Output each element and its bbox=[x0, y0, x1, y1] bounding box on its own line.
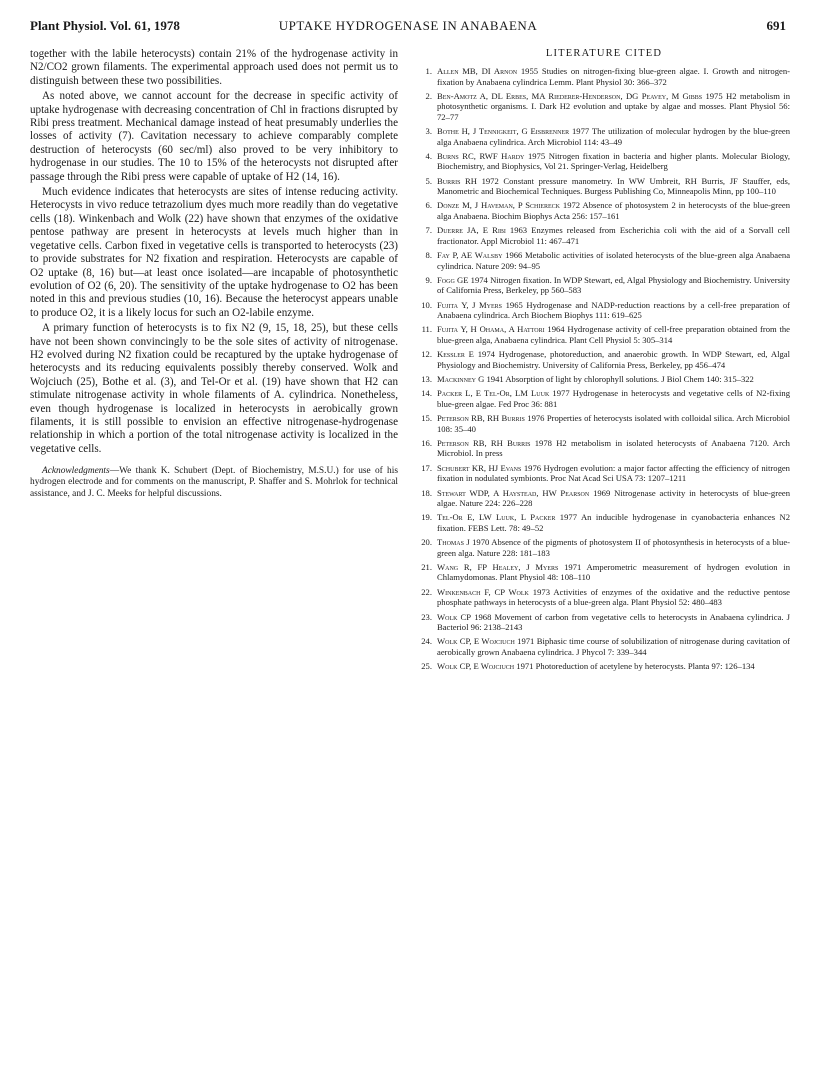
reference-text bbox=[437, 438, 790, 459]
reference-item bbox=[418, 488, 790, 509]
reference-details: 1968 Movement of carbon from vegetative cells to heterocysts in Anabaena cylindrica. J Bacteriol 96: 2138–2143 bbox=[437, 611, 790, 633]
reference-item bbox=[418, 388, 790, 409]
reference-item bbox=[418, 176, 790, 197]
reference-authors: Ben-Amotz A, DL Erbes, MA Riederer-Henderson, DG Peavey, M Gibbs bbox=[437, 90, 703, 101]
reference-item bbox=[418, 463, 790, 484]
reference-details: 1977 Hydrogenase in heterocysts and vegetative cells of N2-fixing blue-green algae. Fed Proc 36: 881 bbox=[437, 388, 790, 409]
reference-text bbox=[437, 176, 790, 197]
reference-text bbox=[437, 126, 790, 147]
reference-item bbox=[418, 562, 790, 583]
journal-citation: Plant Physiol. Vol. 61, 1978 bbox=[30, 18, 180, 33]
reference-authors: Kessler E bbox=[437, 349, 474, 360]
reference-details: 1978 H2 metabolism in isolated heterocysts of Anabaena 7120. Arch Microbiol. In press bbox=[437, 437, 790, 459]
reference-details: 1971 Biphasic time course of solubilization of nitrogenase during cavitation of aerobically grown Anabaena cylindrica. J Phycol 7: 339–344 bbox=[437, 636, 790, 657]
acknowledgments-text: —We thank K. Schubert (Dept. of Biochemistry, M.S.U.) for use of his hydrogen electrode and for comments on the manuscript, P. Shaffer and S. Mohrlok for technical assistance, and J. C. Meeks for helpful discussions. bbox=[30, 466, 398, 499]
reference-authors: Wolk CP, E Wojciuch bbox=[437, 636, 515, 647]
reference-number: 14. bbox=[421, 388, 432, 399]
reference-authors: Packer L, E Tel-Or, LM Luuk bbox=[437, 388, 550, 399]
reference-number: 12. bbox=[421, 349, 432, 360]
reference-number: 20. bbox=[421, 537, 432, 548]
reference-authors: Wang R, FP Healey, J Myers bbox=[437, 561, 559, 572]
reference-text bbox=[437, 537, 790, 558]
reference-authors: Burris RH bbox=[437, 175, 477, 186]
reference-item bbox=[418, 587, 790, 608]
reference-number: 17. bbox=[421, 462, 432, 473]
reference-text bbox=[437, 225, 790, 246]
reference-details: 1963 Enzymes released from Escherichia coli with the aid of a Sorvall cell fractionator. Appl Microbiol 11: 467–471 bbox=[437, 225, 790, 246]
reference-text bbox=[437, 413, 790, 434]
body-text-column bbox=[30, 48, 398, 500]
reference-number: 5. bbox=[425, 175, 432, 186]
reference-text bbox=[437, 388, 790, 409]
reference-number: 1. bbox=[425, 66, 432, 76]
reference-details: 1973 Activities of enzymes of the oxidative and the reductive pentose phosphate pathways in heterocysts of a blue-green alga. Plant Physiol 52: 480–483 bbox=[437, 586, 791, 608]
references-column bbox=[418, 48, 790, 675]
reference-text bbox=[437, 151, 790, 172]
reference-item bbox=[418, 612, 790, 633]
body-paragraph: Much evidence indicates that heterocysts are sites of intense reducing activity. Heterocysts in vivo reduce tetrazolium dyes much more readily than do vegetative cells (18). Winkenbach and Wolk (22) have shown that enzymes of the oxidative pentose pathway are present in heterocysts at levels much higher than in vegetative cells. Carbon fixed in vegetative cells is transported to heterocysts (23) to provide substrates for N2 fixation and respiration. Heterocysts are capable of O2 uptake (8, 16) but—at least once isolated—are incapable of photosynthetic evolution of O2 (6, 20). The sensitivity of the uptake hydrogenase to O2 has been noted in this and previous studies (10, 16). Because the heterocyst appears unable to produce O2, it is a likely locus for such an O2-labile enzyme. bbox=[30, 186, 398, 319]
reference-text bbox=[437, 512, 790, 533]
acknowledgments-label: Acknowledgments bbox=[42, 466, 110, 477]
reference-item bbox=[418, 250, 790, 271]
reference-authors: Peterson RB, RH Burris bbox=[437, 413, 525, 424]
reference-item bbox=[418, 275, 790, 296]
reference-authors: Donze M, J Haveman, P Schiereck bbox=[437, 200, 561, 211]
reference-number: 2. bbox=[425, 90, 432, 101]
reference-item bbox=[418, 438, 790, 459]
reference-text bbox=[437, 300, 790, 321]
reference-number: 18. bbox=[421, 487, 432, 498]
reference-number: 15. bbox=[421, 413, 432, 424]
reference-number: 10. bbox=[421, 299, 432, 310]
reference-number: 21. bbox=[421, 561, 432, 572]
reference-number: 24. bbox=[421, 636, 432, 647]
reference-details: 1969 Nitrogenase activity in heterocysts of blue-green algae. Nature 224: 226–228 bbox=[437, 487, 790, 509]
reference-text bbox=[437, 636, 790, 657]
reference-details: 1976 Properties of heterocysts isolated with colloidal silica. Arch Microbiol 108: 35–40 bbox=[437, 413, 790, 434]
reference-item bbox=[418, 225, 790, 246]
reference-authors: Duerre JA, E Ribi bbox=[437, 225, 506, 236]
reference-item bbox=[418, 126, 790, 147]
reference-authors: Schubert KR, HJ Evans bbox=[437, 462, 522, 473]
reference-details: 1965 Hydrogenase and NADP-reduction reactions by a cell-free preparation of Anabaena cylindrica. Arch Biochem Biophys 111: 619–625 bbox=[437, 299, 790, 321]
reference-details: 1974 Hydrogenase, photoreduction, and anaerobic growth. In WDP Stewart, ed, Algal Physiology and Biochemistry. University of California Press, Berkeley, pp 456–474 bbox=[437, 349, 790, 370]
reference-text bbox=[437, 250, 790, 271]
reference-authors: Mackinney G bbox=[437, 374, 485, 385]
reference-list bbox=[418, 66, 790, 672]
reference-authors: Allen MB, DI Arnon bbox=[437, 66, 518, 76]
reference-details: 1972 Constant pressure manometry. In WW Umbreit, RH Burris, JF Stauffer, eds, Manometric and Biochemical Techniques. Burgess Publishing Co, Minneapolis Minn, pp 100–110 bbox=[437, 175, 790, 197]
reference-details: 1977 An inducible hydrogenase in cyanobacteria enhances N2 fixation. FEBS Lett. 78: 49–52 bbox=[437, 512, 790, 533]
reference-text bbox=[437, 587, 790, 608]
reference-authors: Fujita Y, J Myers bbox=[437, 299, 503, 310]
reference-details: 1964 Hydrogenase activity of cell-free preparation obtained from the blue-green alga, Anabaena cylindrica. Plant Cell Physiol 5: 305–314 bbox=[437, 324, 790, 345]
reference-item bbox=[418, 200, 790, 221]
reference-text bbox=[437, 275, 790, 296]
reference-text bbox=[437, 562, 790, 583]
reference-authors: Winkenbach F, CP Wolk bbox=[437, 586, 529, 597]
reference-details: 1971 Photoreduction of acetylene by heterocysts. Planta 97: 126–134 bbox=[514, 661, 755, 672]
reference-item bbox=[418, 66, 790, 87]
reference-item bbox=[418, 91, 790, 123]
reference-authors: Fay P, AE Walsby bbox=[437, 250, 503, 261]
reference-item bbox=[418, 636, 790, 657]
reference-details: 1975 H2 metabolism in photosynthetic organisms. I. Dark H2 evolution and uptake by algae and mosses. Plant Physiol 56: 72–77 bbox=[437, 90, 790, 122]
reference-details: 1972 Absence of photosystem 2 in heterocysts of the blue-green alga Anabaena. Biochim Biophys Acta 256: 157–161 bbox=[437, 200, 790, 221]
references-heading: LITERATURE CITED bbox=[545, 48, 663, 59]
reference-details: 1955 Studies on nitrogen-fixing blue-green algae. I. Growth and nitrogen-fixation by Anabaena cylindrica Lemm. Plant Physiol 30: 366–372 bbox=[437, 66, 790, 87]
reference-details: 1971 Amperometric measurement of hydrogen evolution in Chlamydomonas. Plant Physiol 48: 108–110 bbox=[437, 561, 790, 583]
reference-details: 1970 Absence of the pigments of photosystem II of photosynthesis in heterocysts of a blue-green alga. Nature 228: 181–183 bbox=[437, 537, 790, 558]
reference-text bbox=[437, 324, 790, 345]
reference-authors: Burns RC, RWF Hardy bbox=[437, 150, 525, 161]
running-title: UPTAKE HYDROGENASE IN ANABAENA bbox=[278, 18, 538, 33]
reference-authors: Peterson RB, RH Burris bbox=[437, 437, 531, 448]
reference-number: 22. bbox=[421, 586, 432, 597]
reference-item bbox=[418, 349, 790, 370]
reference-details: 1976 Hydrogen evolution: a major factor affecting the efficiency of nitrogen fixation in nodulated symbionts. Proc Nat Acad Sci USA 73: 1207–1211 bbox=[437, 462, 790, 484]
body-paragraph: As noted above, we cannot account for the decrease in specific activity of uptake hydrogenase with decreasing concentration of Chl in fractions disrupted by Ribi press treatment. Mechanical damage instead of heat presumably underlies the losses of activity (7). Cavitation necessary to achieve comparably complete destruction of heterocysts (60 sec/ml) also proved to be very inhibitory to hydrogenase in our studies. The 10 to 15% of the heterocysts not disrupted after passage through the Ribi press were capable of uptake of H2 (14, 16). bbox=[30, 90, 398, 183]
reference-number: 23. bbox=[421, 611, 432, 622]
acknowledgments bbox=[30, 466, 398, 500]
reference-authors: Thomas J bbox=[437, 537, 470, 548]
reference-details: 1974 Nitrogen fixation. In WDP Stewart, ed, Algal Physiology and Biochemistry. University of California Press, Berkeley, pp 560–583 bbox=[437, 274, 790, 296]
reference-number: 7. bbox=[425, 225, 432, 236]
reference-details: 1966 Metabolic activities of isolated heterocysts of the blue-green alga Anabaena cylindrica. Nature 209: 94–95 bbox=[437, 250, 791, 271]
reference-authors: Fujita Y, H Ohama, A Hattori bbox=[437, 324, 545, 335]
reference-text bbox=[437, 661, 790, 672]
reference-text bbox=[437, 91, 790, 123]
reference-item bbox=[418, 374, 790, 385]
reference-item bbox=[418, 413, 790, 434]
reference-number: 13. bbox=[421, 374, 432, 385]
reference-item bbox=[418, 324, 790, 345]
reference-number: 3. bbox=[425, 126, 432, 137]
reference-authors: Wolk CP bbox=[437, 611, 472, 622]
reference-number: 6. bbox=[425, 200, 432, 211]
reference-text bbox=[437, 374, 790, 385]
reference-number: 19. bbox=[421, 512, 432, 523]
reference-number: 25. bbox=[421, 661, 432, 672]
reference-text bbox=[437, 66, 790, 87]
reference-details: 1977 The utilization of molecular hydrogen by the blue-green alga Anabaena cylindrica. Arch Microbiol 114: 43–49 bbox=[437, 126, 791, 147]
reference-authors: Stewart WDP, A Haystead, HW Pearson bbox=[437, 487, 590, 498]
reference-text bbox=[437, 488, 790, 509]
reference-number: 8. bbox=[425, 250, 432, 261]
reference-details: 1975 Nitrogen fixation in bacteria and higher plants. Molecular Biology, Biochemistry, and Biophysics, Vol 21. Springer-Verlag, Heidelberg bbox=[437, 150, 790, 172]
reference-item bbox=[418, 661, 790, 672]
reference-authors: Bothe H, J Tennigkeit, G Eisbrenner bbox=[437, 126, 570, 137]
reference-item bbox=[418, 300, 790, 321]
reference-item bbox=[418, 151, 790, 172]
reference-text bbox=[437, 200, 790, 221]
body-paragraph: together with the labile heterocysts) contain 21% of the hydrogenase activity in N2/CO2 grown filaments. The experimental approach used does not permit us to distinguish between these two possibilities. bbox=[30, 48, 398, 87]
reference-authors: Fogg GE bbox=[437, 274, 469, 285]
reference-number: 9. bbox=[425, 274, 432, 285]
reference-text bbox=[437, 463, 790, 484]
reference-item bbox=[418, 512, 790, 533]
reference-number: 4. bbox=[425, 150, 432, 161]
reference-item bbox=[418, 537, 790, 558]
reference-authors: Tel-Or E, LW Luuk, L Packer bbox=[437, 512, 556, 523]
page-header bbox=[30, 18, 786, 38]
reference-text bbox=[437, 612, 790, 633]
reference-authors: Wolk CP, E Wojciuch bbox=[437, 661, 515, 672]
body-paragraph: A primary function of heterocysts is to fix N2 (9, 15, 18, 25), but these cells have not been shown convincingly to be the sole sites of activity of nitrogenase. H2 evolved during N2 fixation could be recaptured by the uptake hydrogenase of heterocysts and its reducing equivalents possibly thereby conserved. Wolk and Wojciuch (25), Bothe et al. (3), and Tel-Or et al. (19) have shown that H2 can stimulate nitrogenase activity in whole filaments of A. cylindrica. Nonetheless, even though hydrogenase is localized in heterocysts in aerobically grown filaments, it is still possible to envision an effective nitrogenase-hydrogenase relationship in which a portion of the total nitrogenase activity is localized in the vegetative cells. bbox=[30, 322, 398, 455]
reference-number: 16. bbox=[421, 437, 432, 448]
reference-number: 11. bbox=[421, 324, 432, 335]
reference-details: 1941 Absorption of light by chlorophyll solutions. J Biol Chem 140: 315–322 bbox=[484, 374, 754, 385]
reference-text bbox=[437, 349, 790, 370]
page-number: 691 bbox=[766, 18, 786, 33]
